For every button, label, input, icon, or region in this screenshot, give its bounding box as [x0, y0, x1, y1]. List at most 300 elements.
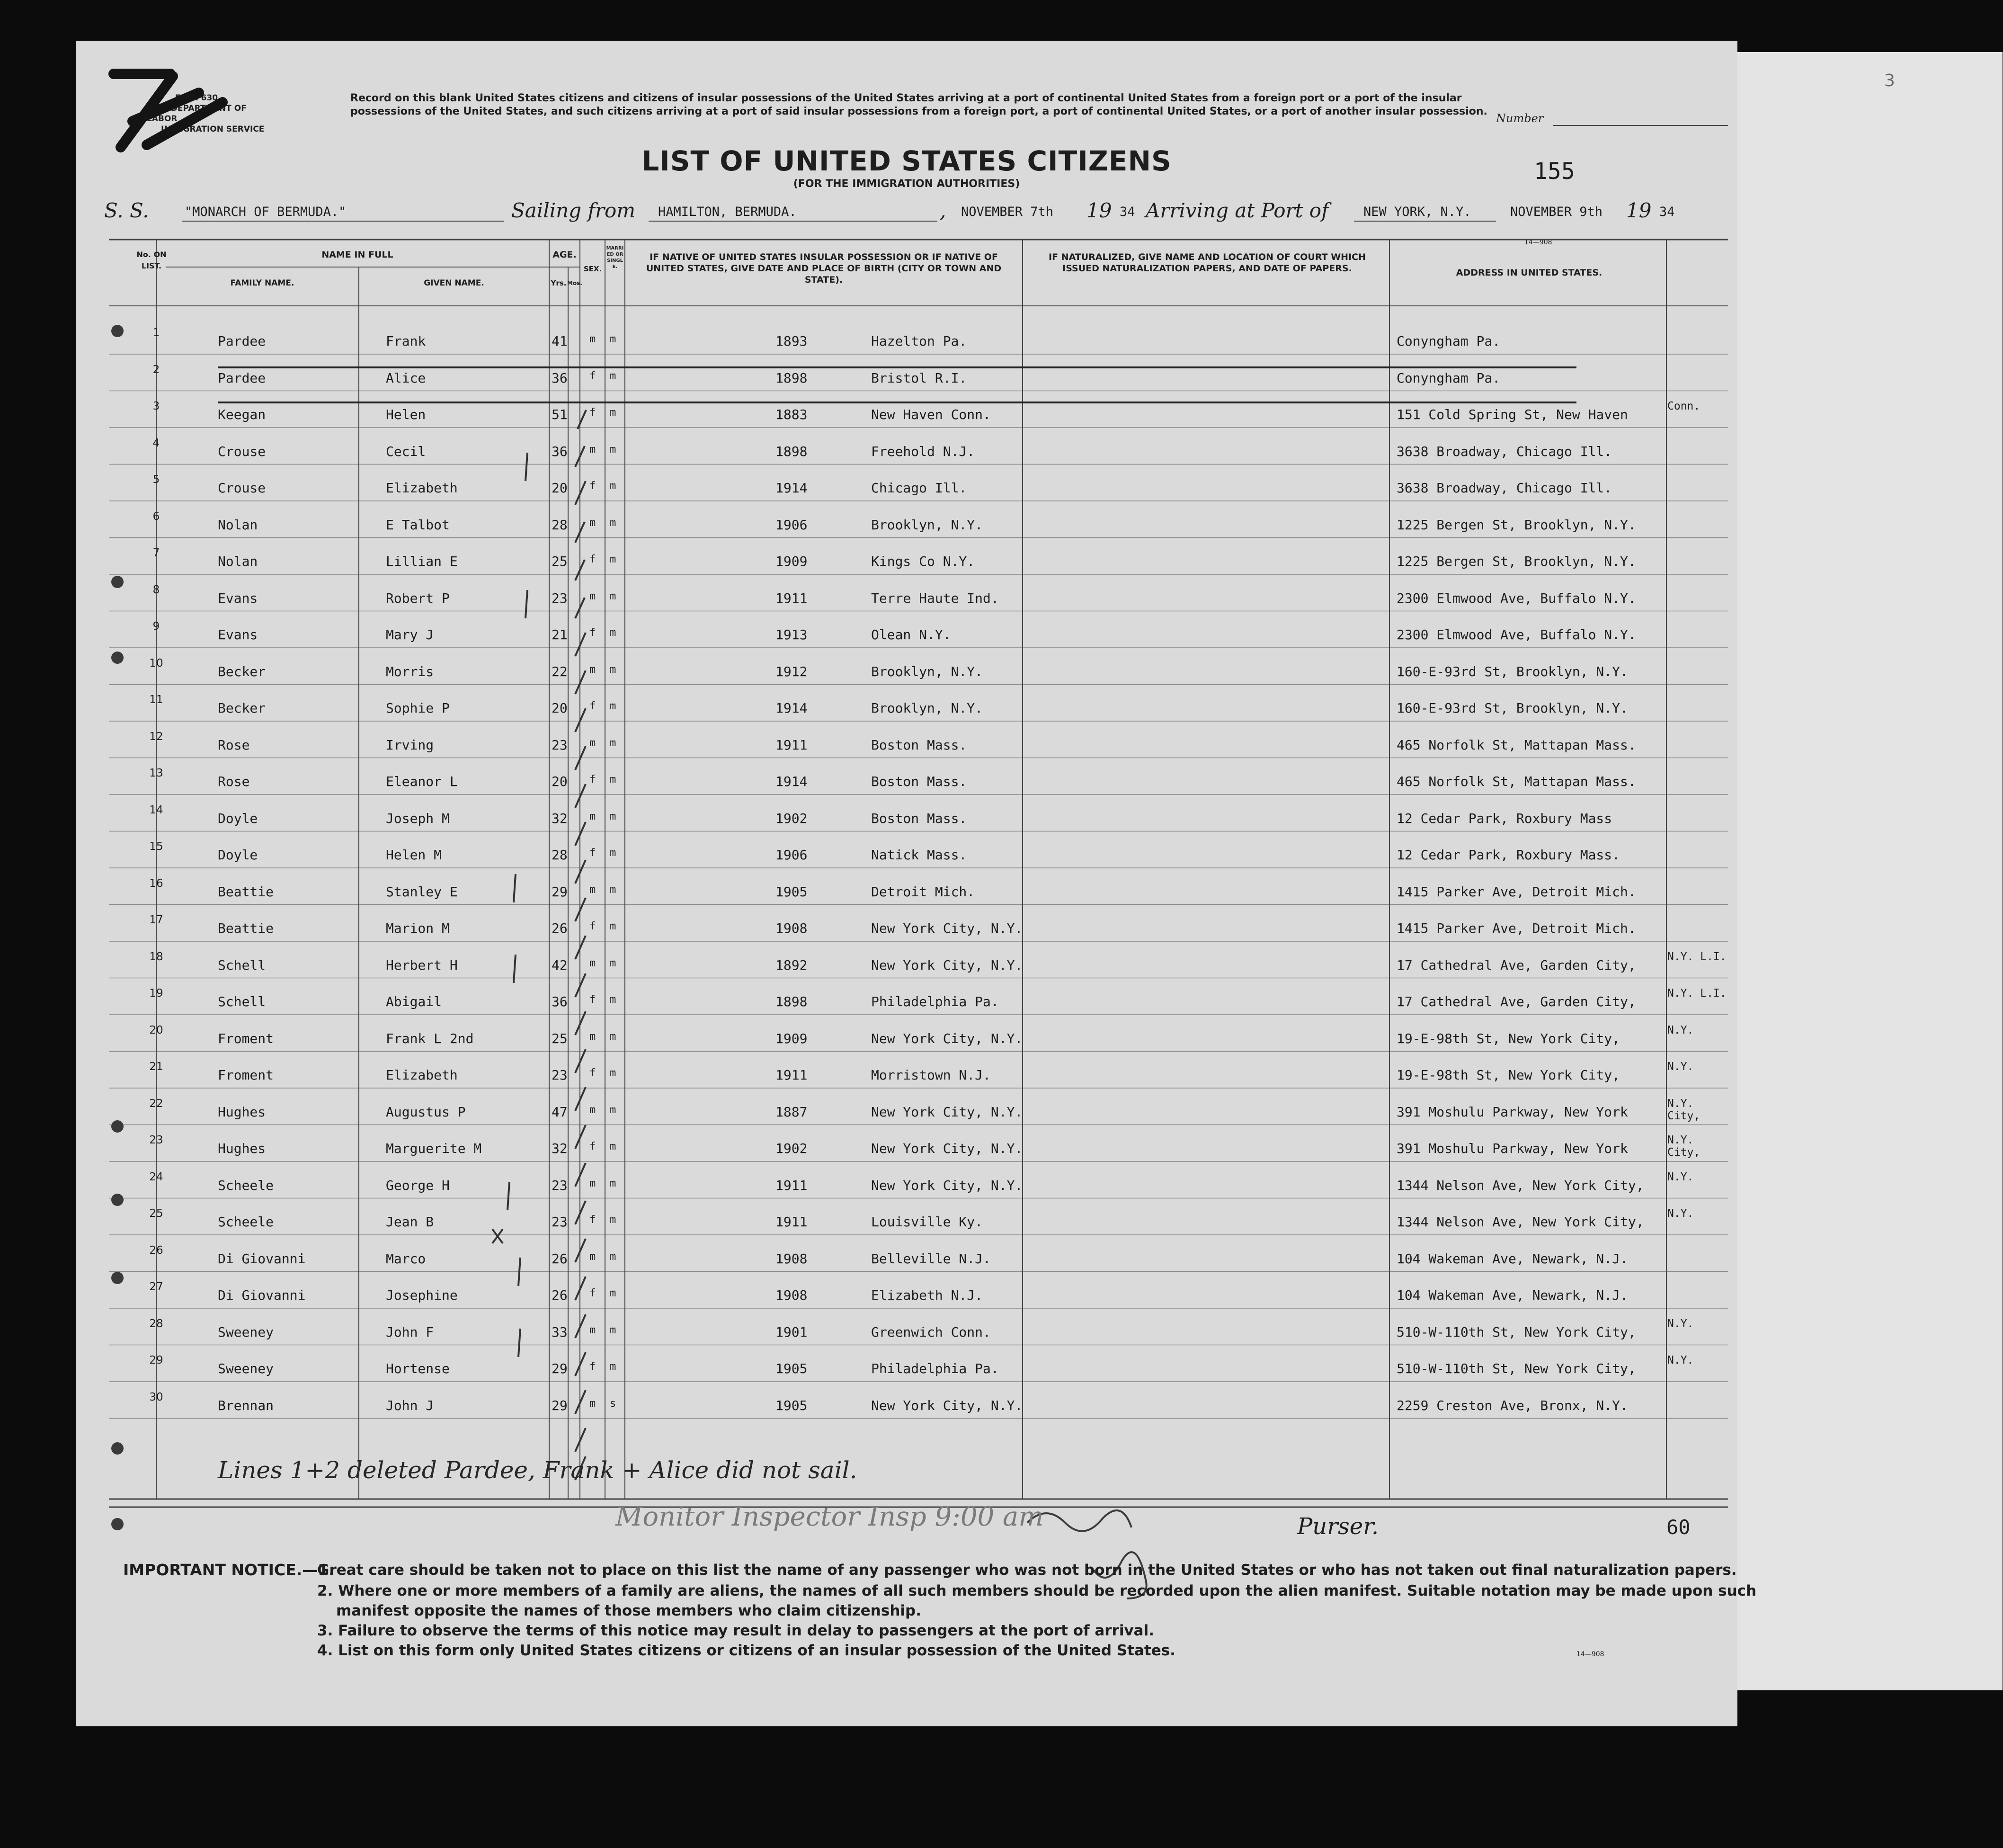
service-name: IMMIGRATION SERVICE [161, 125, 265, 134]
sex: f [589, 920, 596, 932]
sailing-label: Sailing from [511, 199, 636, 222]
sex: m [589, 1104, 596, 1116]
row-number: 27 [149, 1281, 163, 1293]
address: 160-E-93rd St, Brooklyn, N.Y. [1397, 700, 1628, 716]
given-name: Herbert H [386, 957, 458, 973]
marital-status: m [610, 627, 616, 639]
birth-year: 1908 [775, 1287, 808, 1303]
header-family-name: FAMILY NAME. [230, 278, 294, 288]
family-name: Becker [218, 700, 266, 716]
birth-place: New York City, N.Y. [871, 1141, 1023, 1156]
birth-year: 1898 [775, 370, 808, 386]
family-name: Evans [218, 590, 258, 606]
age-years: 33 [552, 1324, 568, 1340]
address: 1415 Parker Ave, Detroit Mich. [1397, 884, 1636, 900]
address: 3638 Broadway, Chicago Ill. [1397, 443, 1612, 459]
family-name: Beattie [218, 884, 274, 900]
marital-status: m [610, 774, 616, 786]
sex: f [589, 700, 596, 712]
address: 465 Norfolk St, Mattapan Mass. [1397, 774, 1636, 789]
notice-item-2: 2. Where one or more members of a family are aliens, the names of all such members should be recorded upon the alien manifest. Suitable notation may be made upon such [317, 1582, 1757, 1599]
marital-status: m [610, 663, 616, 676]
sex: f [589, 480, 596, 492]
birth-place: New York City, N.Y. [871, 920, 1023, 936]
birth-year: 1898 [775, 994, 808, 1009]
given-name: E Talbot [386, 517, 450, 533]
stamp-number: 155 [1534, 158, 1575, 185]
birth-place: Elizabeth N.J. [871, 1287, 983, 1303]
sex: f [589, 1067, 596, 1079]
header-no: No. ON LIST. [136, 250, 167, 270]
number-label: Number [1496, 112, 1544, 125]
notice-item-4: 4. List on this form only United States citizens or citizens of an insular possession of the United States. [317, 1642, 1175, 1659]
department-name: U. S. DEPARTMENT OF LABOR [147, 104, 247, 124]
row-number: 24 [149, 1170, 163, 1183]
birth-year: 1901 [775, 1324, 808, 1340]
birth-year: 1898 [775, 443, 808, 459]
birth-year: 1911 [775, 1177, 808, 1193]
address-overflow: N.Y. [1667, 1354, 1694, 1366]
arrival-port: NEW YORK, N.Y. [1363, 205, 1471, 219]
address: 19-E-98th St, New York City, [1397, 1067, 1620, 1083]
address: Conyngham Pa. [1397, 370, 1501, 386]
birth-place: Philadelphia Pa. [871, 994, 999, 1009]
marital-status: m [610, 407, 616, 419]
family-name: Sweeney [218, 1324, 274, 1340]
binding-hole [111, 576, 124, 588]
address: 151 Cold Spring St, New Haven [1397, 407, 1628, 422]
address-overflow: N.Y. City, [1667, 1134, 1700, 1159]
row-number: 11 [149, 694, 163, 706]
instructions-text: Record on this blank United States citizens and citizens of insular possessions of the United States arriving at a port of continental United States from a foreign port or a port of the insular possessions of the United States, and such citizens arriving at a port of said insular possessions from a foreign port, a port of continental United States, or a port of another insular possession. [350, 92, 1487, 117]
age-years: 32 [552, 810, 568, 826]
from-port: HAMILTON, BERMUDA. [658, 205, 797, 219]
row-number: 18 [149, 950, 163, 963]
year-prefix: 19 [1086, 199, 1112, 222]
given-name: John J [386, 1397, 434, 1413]
address-overflow: N.Y. [1667, 1024, 1694, 1036]
sex: f [589, 994, 596, 1006]
address: 3638 Broadway, Chicago Ill. [1397, 480, 1612, 496]
family-name: Nolan [218, 554, 258, 569]
family-name: Keegan [218, 407, 266, 422]
marital-status: m [610, 443, 616, 455]
address-overflow: N.Y. [1667, 1061, 1694, 1073]
address: 12 Cedar Park, Roxbury Mass. [1397, 847, 1620, 863]
given-name: Hortense [386, 1361, 450, 1376]
birth-place: Philadelphia Pa. [871, 1361, 999, 1376]
adjacent-page-number: 3 [1884, 71, 1895, 90]
family-name: Schell [218, 957, 266, 973]
birth-year: 1911 [775, 737, 808, 753]
row-number: 9 [152, 620, 160, 633]
birth-year: 1914 [775, 774, 808, 789]
birth-year: 1905 [775, 884, 808, 900]
birth-place: Boston Mass. [871, 810, 967, 826]
given-name: Robert P [386, 590, 450, 606]
row-number: 30 [149, 1391, 163, 1403]
birth-place: Belleville N.J. [871, 1250, 991, 1267]
age-years: 26 [552, 920, 568, 936]
family-name: Di Giovanni [218, 1250, 306, 1267]
birth-year: 1911 [775, 1214, 808, 1230]
marital-status: m [610, 1214, 616, 1226]
age-years: 36 [552, 443, 568, 459]
age-years: 20 [552, 700, 568, 716]
marital-status: m [610, 810, 616, 822]
notice-item-1: Great care should be taken not to place on this list the name of any passenger who was not born in the United States or who has not taken out final naturalization papers. [317, 1562, 1737, 1579]
family-name: Scheele [218, 1177, 274, 1193]
age-years: 23 [552, 590, 568, 606]
age-years: 20 [552, 774, 568, 789]
birth-place: Natick Mass. [871, 847, 967, 863]
sex: m [589, 1397, 596, 1410]
birth-year: 1914 [775, 700, 808, 716]
marital-status: m [610, 370, 616, 382]
address: 1344 Nelson Ave, New York City, [1397, 1214, 1644, 1230]
row-number: 15 [149, 840, 163, 853]
marital-status: m [610, 1067, 616, 1079]
sex: f [589, 1141, 596, 1152]
sex: m [589, 957, 596, 969]
given-name: Marion M [386, 920, 450, 936]
given-name: Mary J [386, 627, 434, 643]
form-code-top: 14—908 [1524, 239, 1552, 246]
given-name: Irving [386, 737, 434, 753]
age-years: 29 [552, 1361, 568, 1376]
sex: f [589, 774, 596, 786]
birth-year: 1909 [775, 554, 808, 569]
family-name: Sweeney [218, 1361, 274, 1376]
birth-year: 1906 [775, 517, 808, 533]
binding-hole [111, 652, 124, 664]
row-number: 2 [152, 363, 160, 376]
address: 510-W-110th St, New York City, [1397, 1324, 1636, 1340]
birth-year: 1913 [775, 627, 808, 643]
birth-place: Bristol R.I. [871, 370, 967, 386]
family-name: Evans [218, 627, 258, 643]
sex: m [589, 590, 596, 602]
sex: m [589, 443, 596, 455]
row-number: 26 [149, 1244, 163, 1257]
given-name: Lillian E [386, 554, 458, 569]
sex: m [589, 663, 596, 676]
given-name: Frank L 2nd [386, 1030, 474, 1046]
sex: m [589, 1177, 596, 1189]
marital-status: m [610, 847, 616, 859]
given-name: Alice [386, 370, 426, 386]
address: 1415 Parker Ave, Detroit Mich. [1397, 920, 1636, 936]
birth-place: Greenwich Conn. [871, 1324, 991, 1340]
given-name: Helen M [386, 847, 442, 863]
address: 2259 Creston Ave, Bronx, N.Y. [1397, 1397, 1628, 1413]
birth-year: 1893 [775, 333, 808, 349]
address: 1225 Bergen St, Brooklyn, N.Y. [1397, 517, 1636, 533]
marital-status: m [610, 700, 616, 712]
marital-status: m [610, 1104, 616, 1116]
page-count: 60 [1666, 1516, 1691, 1539]
address: 12 Cedar Park, Roxbury Mass [1397, 810, 1612, 826]
family-name: Scheele [218, 1214, 274, 1230]
marital-status: m [610, 1287, 616, 1299]
birth-place: Chicago Ill. [871, 480, 967, 496]
arrival-date: NOVEMBER 9th [1510, 205, 1603, 219]
row-number: 4 [152, 437, 160, 449]
header-age: AGE. [552, 250, 577, 260]
birth-year: 1902 [775, 1141, 808, 1156]
row-number: 12 [149, 730, 163, 743]
given-name: Eleanor L [386, 774, 458, 789]
given-name: Morris [386, 663, 434, 679]
row-number: 14 [149, 803, 163, 816]
marital-status: m [610, 1250, 616, 1263]
notice-item-3: 3. Failure to observe the terms of this notice may result in delay to passengers at the port of arrival. [317, 1622, 1154, 1639]
marital-status: m [610, 333, 616, 345]
birth-place: Olean N.Y. [871, 627, 951, 643]
given-name: George H [386, 1177, 450, 1193]
row-number: 22 [149, 1097, 163, 1110]
birth-year: 1909 [775, 1030, 808, 1046]
notice-item-2-cont: manifest opposite the names of those members who claim citizenship. [336, 1602, 921, 1619]
address: 104 Wakeman Ave, Newark, N.J. [1397, 1287, 1628, 1303]
birth-place: Detroit Mich. [871, 884, 975, 900]
address-overflow: N.Y. [1667, 1317, 1694, 1330]
inspector-signature: Monitor Inspector Insp 9:00 am [615, 1501, 1044, 1532]
given-name: Cecil [386, 443, 426, 459]
row-number: 13 [149, 767, 163, 779]
marital-status: m [610, 884, 616, 896]
age-years: 32 [552, 1141, 568, 1156]
age-years: 21 [552, 627, 568, 643]
binding-hole [111, 1272, 124, 1284]
given-name: Josephine [386, 1287, 458, 1303]
address: 17 Cathedral Ave, Garden City, [1397, 957, 1636, 973]
birth-year: 1905 [775, 1361, 808, 1376]
age-years: 26 [552, 1287, 568, 1303]
marital-status: m [610, 957, 616, 969]
row-number: 6 [152, 510, 160, 523]
notice-heading: IMPORTANT NOTICE.—1. [123, 1561, 335, 1579]
manifest-sheet [76, 41, 1757, 1726]
family-name: Hughes [218, 1141, 266, 1156]
header-naturalized: IF NATURALIZED, GIVE NAME AND LOCATION OF COURT WHICH ISSUED NATURALIZATION PAPERS, AND DATE OF PAPERS. [1049, 252, 1366, 274]
age-years: 36 [552, 994, 568, 1009]
row-number: 7 [152, 547, 160, 559]
sex: m [589, 810, 596, 822]
age-years: 25 [552, 554, 568, 569]
age-years: 41 [552, 333, 568, 349]
birth-place: Kings Co N.Y. [871, 554, 975, 569]
age-years: 23 [552, 1214, 568, 1230]
marital-status: m [610, 1177, 616, 1189]
birth-place: Morristown N.J. [871, 1067, 991, 1083]
address: 391 Moshulu Parkway, New York [1397, 1141, 1628, 1156]
birth-year: 1914 [775, 480, 808, 496]
family-name: Crouse [218, 443, 266, 459]
sail-year: 34 [1120, 205, 1135, 219]
family-name: Doyle [218, 847, 258, 863]
address-overflow: N.Y. [1667, 1170, 1694, 1183]
age-years: 22 [552, 663, 568, 679]
arriving-label: Arriving at Port of [1146, 199, 1329, 222]
age-years: 28 [552, 517, 568, 533]
row-number: 10 [149, 657, 163, 670]
birth-place: New Haven Conn. [871, 407, 991, 422]
given-name: Augustus P [386, 1104, 466, 1120]
age-years: 36 [552, 370, 568, 386]
form-number: Form 630 [175, 93, 218, 103]
given-name: Sophie P [386, 700, 450, 716]
sex: m [589, 1324, 596, 1336]
family-name: Crouse [218, 480, 266, 496]
binding-hole [111, 1442, 124, 1455]
birth-place: New York City, N.Y. [871, 1397, 1023, 1413]
sail-date: NOVEMBER 7th [961, 205, 1054, 219]
family-name: Beattie [218, 920, 274, 936]
birth-year: 1887 [775, 1104, 808, 1120]
address: 1225 Bergen St, Brooklyn, N.Y. [1397, 554, 1636, 569]
row-number: 21 [149, 1061, 163, 1073]
birth-year: 1911 [775, 590, 808, 606]
given-name: Elizabeth [386, 480, 458, 496]
sex: f [589, 407, 596, 419]
birth-year: 1906 [775, 847, 808, 863]
year-prefix-2: 19 [1626, 199, 1652, 222]
row-number: 28 [149, 1317, 163, 1330]
header-name-in-full: NAME IN FULL [321, 250, 393, 260]
page-subtitle: (FOR THE IMMIGRATION AUTHORITIES) [793, 178, 1020, 190]
header-sex: SEX. [583, 265, 602, 273]
birth-place: New York City, N.Y. [871, 957, 1023, 973]
given-name: John F [386, 1324, 434, 1340]
row-number: 29 [149, 1354, 163, 1366]
birth-place: Louisville Ky. [871, 1214, 983, 1230]
given-name: Elizabeth [386, 1067, 458, 1083]
marital-status: m [610, 517, 616, 529]
age-years: 20 [552, 480, 568, 496]
binding-hole [111, 1194, 124, 1206]
row-number: 17 [149, 914, 163, 926]
family-name: Nolan [218, 517, 258, 533]
age-years: 29 [552, 1397, 568, 1413]
address: 2300 Elmwood Ave, Buffalo N.Y. [1397, 590, 1636, 606]
deletion-note: Lines 1+2 deleted Pardee, Frank + Alice did not sail. [218, 1456, 857, 1484]
birth-place: New York City, N.Y. [871, 1177, 1023, 1193]
row-number: 3 [152, 400, 160, 412]
sex: m [589, 1250, 596, 1263]
given-name: Marguerite M [386, 1141, 482, 1156]
binding-hole [111, 325, 124, 337]
birth-place: Brooklyn, N.Y. [871, 700, 983, 716]
age-years: 42 [552, 957, 568, 973]
address-overflow: N.Y. L.I. [1667, 950, 1727, 963]
address: 465 Norfolk St, Mattapan Mass. [1397, 737, 1636, 753]
birth-place: Brooklyn, N.Y. [871, 517, 983, 533]
ss-label: S. S. [104, 199, 149, 222]
family-name: Becker [218, 663, 266, 679]
marital-status: m [610, 480, 616, 492]
row-number: 20 [149, 1024, 163, 1036]
birth-year: 1902 [775, 810, 808, 826]
header-birth: IF NATIVE OF UNITED STATES INSULAR POSSESSION OR IF NATIVE OF UNITED STATES, GIVE DATE AND PLACE OF BIRTH (CITY OR TOWN AND STATE). [646, 252, 1002, 285]
row-number: 23 [149, 1134, 163, 1146]
marital-status: m [610, 920, 616, 932]
header-yrs: Yrs. [551, 279, 567, 287]
birth-place: Freehold N.J. [871, 443, 975, 459]
family-name: Rose [218, 774, 250, 789]
marital-status: m [610, 554, 616, 565]
marital-status: m [610, 994, 616, 1006]
birth-year: 1892 [775, 957, 808, 973]
age-years: 23 [552, 1177, 568, 1193]
address-overflow: Conn. [1667, 400, 1700, 412]
address: 1344 Nelson Ave, New York City, [1397, 1177, 1644, 1193]
birth-place: Brooklyn, N.Y. [871, 663, 983, 679]
sex: f [589, 554, 596, 565]
marital-status: m [610, 1324, 616, 1336]
row-number: 1 [152, 327, 160, 339]
row-number: 19 [149, 987, 163, 1000]
family-name: Froment [218, 1030, 274, 1046]
form-code-bottom: 14—908 [1576, 1651, 1604, 1658]
header-address: ADDRESS IN UNITED STATES. [1456, 268, 1602, 278]
sex: f [589, 1214, 596, 1226]
sex: m [589, 737, 596, 749]
birth-year: 1911 [775, 1067, 808, 1083]
header-given-name: GIVEN NAME. [424, 278, 484, 288]
address: 104 Wakeman Ave, Newark, N.J. [1397, 1250, 1628, 1267]
family-name: Di Giovanni [218, 1287, 306, 1303]
age-years: 28 [552, 847, 568, 863]
sex: m [589, 884, 596, 896]
family-name: Froment [218, 1067, 274, 1083]
age-years: 47 [552, 1104, 568, 1120]
age-years: 26 [552, 1250, 568, 1267]
age-years: 23 [552, 1067, 568, 1083]
given-name: Frank [386, 333, 426, 349]
age-years: 23 [552, 737, 568, 753]
given-name: Jean B [386, 1214, 434, 1230]
address: 17 Cathedral Ave, Garden City, [1397, 994, 1636, 1009]
sex: f [589, 1287, 596, 1299]
sex: m [589, 1030, 596, 1043]
address: Conyngham Pa. [1397, 333, 1501, 349]
age-years: 29 [552, 884, 568, 900]
birth-place: Terre Haute Ind. [871, 590, 999, 606]
given-name: Abigail [386, 994, 442, 1009]
row-number: 16 [149, 877, 163, 890]
birth-place: Boston Mass. [871, 737, 967, 753]
birth-place: Boston Mass. [871, 774, 967, 789]
marital-status: m [610, 737, 616, 749]
address-overflow: N.Y. [1667, 1207, 1694, 1220]
family-name: Pardee [218, 370, 266, 386]
sex: f [589, 627, 596, 639]
marital-status: m [610, 590, 616, 602]
family-name: Schell [218, 994, 266, 1009]
arrival-year: 34 [1659, 205, 1675, 219]
sex: m [589, 517, 596, 529]
birth-place: New York City, N.Y. [871, 1104, 1023, 1120]
birth-year: 1908 [775, 920, 808, 936]
sex: f [589, 370, 596, 382]
address-overflow: N.Y. L.I. [1667, 987, 1727, 1000]
marital-status: m [610, 1030, 616, 1043]
adjacent-page [1728, 52, 2003, 1690]
binding-hole [111, 1518, 124, 1530]
sex: m [589, 333, 596, 345]
birth-year: 1912 [775, 663, 808, 679]
